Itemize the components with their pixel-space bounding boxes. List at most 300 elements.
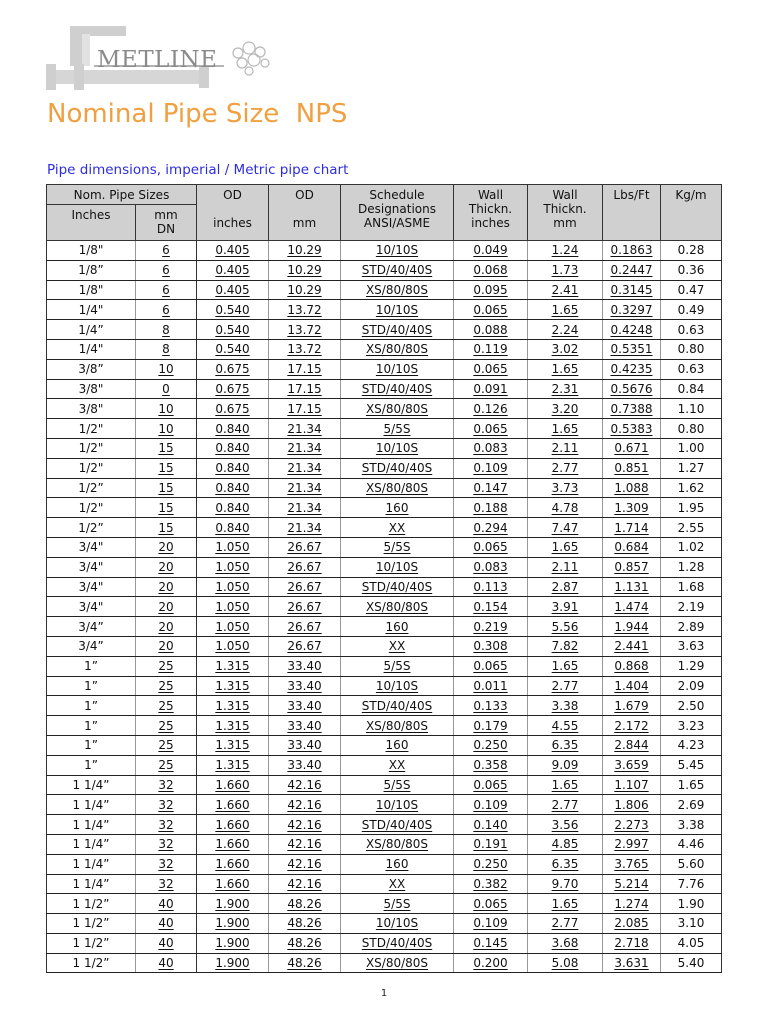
nps-inches-cell: 1/8” bbox=[47, 260, 136, 280]
nps-inches-cell: 1 1/4” bbox=[47, 874, 136, 894]
schedule-cell: 10/10S bbox=[341, 438, 454, 458]
schedule-cell: 10/10S bbox=[341, 359, 454, 379]
nps-inches-cell: 1 1/4” bbox=[47, 854, 136, 874]
table-row bbox=[47, 953, 722, 973]
od-mm-cell: 42.16 bbox=[269, 854, 341, 874]
od-mm-cell: 26.67 bbox=[269, 557, 341, 577]
kg-per-m-cell: 1.65 bbox=[661, 775, 722, 795]
kg-per-m-cell: 4.23 bbox=[661, 735, 722, 755]
dn-mm-cell: 8 bbox=[136, 320, 197, 340]
table-row bbox=[47, 557, 722, 577]
schedule-cell: 160 bbox=[341, 617, 454, 637]
od-mm-cell: 42.16 bbox=[269, 775, 341, 795]
od-mm-cell: 48.26 bbox=[269, 933, 341, 953]
kg-per-m-cell: 2.09 bbox=[661, 676, 722, 696]
nps-inches-cell: 1 1/4” bbox=[47, 815, 136, 835]
wall-mm-cell: 7.82 bbox=[528, 636, 603, 656]
wall-inches-cell: 0.200 bbox=[454, 953, 528, 973]
inches-header: Inches bbox=[47, 205, 136, 241]
nps-inches-cell: 1” bbox=[47, 676, 136, 696]
dn-mm-cell: 20 bbox=[136, 636, 197, 656]
wall-mm-cell: 7.47 bbox=[528, 518, 603, 538]
od-inches-cell: 1.050 bbox=[197, 577, 269, 597]
dn-mm-cell: 40 bbox=[136, 933, 197, 953]
table-row bbox=[47, 399, 722, 419]
od-inches-cell: 1.315 bbox=[197, 676, 269, 696]
wall-mm-cell: 3.91 bbox=[528, 597, 603, 617]
lbs-per-ft-cell: 1.944 bbox=[603, 617, 661, 637]
od-mm-cell: 33.40 bbox=[269, 755, 341, 775]
wall-mm-cell: 2.77 bbox=[528, 795, 603, 815]
kg-per-m-cell: 1.62 bbox=[661, 478, 722, 498]
kg-per-m-cell: 1.95 bbox=[661, 498, 722, 518]
nps-inches-cell: 1” bbox=[47, 735, 136, 755]
dn-mm-cell: 10 bbox=[136, 399, 197, 419]
table-row bbox=[47, 676, 722, 696]
lbs-per-ft-cell: 0.7388 bbox=[603, 399, 661, 419]
table-row bbox=[47, 656, 722, 676]
od-mm-cell: 42.16 bbox=[269, 795, 341, 815]
nps-inches-cell: 3/8" bbox=[47, 379, 136, 399]
od-inches-cell: 1.050 bbox=[197, 537, 269, 557]
od-mm-cell: 33.40 bbox=[269, 676, 341, 696]
wall-mm-cell: 6.35 bbox=[528, 735, 603, 755]
lbs-per-ft-cell: 0.4235 bbox=[603, 359, 661, 379]
wall-inches-cell: 0.049 bbox=[454, 241, 528, 261]
od-inches-cell: 1.900 bbox=[197, 933, 269, 953]
lbs-per-ft-cell: 2.441 bbox=[603, 636, 661, 656]
od-mm-cell: 42.16 bbox=[269, 834, 341, 854]
wall-mm-cell: 3.02 bbox=[528, 339, 603, 359]
dn-mm-cell: 40 bbox=[136, 914, 197, 934]
nps-inches-cell: 1 1/4” bbox=[47, 834, 136, 854]
wall-mm-cell: 2.11 bbox=[528, 438, 603, 458]
page-subtitle: Pipe dimensions, imperial / Metric pipe chart bbox=[47, 162, 349, 178]
dn-mm-cell: 40 bbox=[136, 894, 197, 914]
table-row bbox=[47, 438, 722, 458]
od-mm-cell: 13.72 bbox=[269, 320, 341, 340]
wall-mm-cell: 5.08 bbox=[528, 953, 603, 973]
table-row bbox=[47, 320, 722, 340]
wall-inches-cell: 0.065 bbox=[454, 419, 528, 439]
od-mm-cell: 33.40 bbox=[269, 735, 341, 755]
dn-mm-cell: 10 bbox=[136, 359, 197, 379]
nps-inches-cell: 3/4” bbox=[47, 636, 136, 656]
od-mm-cell: 17.15 bbox=[269, 379, 341, 399]
table-row bbox=[47, 854, 722, 874]
metline-logo bbox=[44, 26, 274, 92]
lbs-per-ft-cell: 1.107 bbox=[603, 775, 661, 795]
schedule-cell: XS/80/80S bbox=[341, 478, 454, 498]
wall-mm-cell: 3.68 bbox=[528, 933, 603, 953]
table-row bbox=[47, 300, 722, 320]
nps-inches-cell: 3/8" bbox=[47, 399, 136, 419]
kg-per-m-cell: 5.60 bbox=[661, 854, 722, 874]
schedule-cell: 10/10S bbox=[341, 241, 454, 261]
dn-mm-cell: 15 bbox=[136, 458, 197, 478]
lbs-ft-header: Lbs/Ft bbox=[603, 185, 661, 241]
lbs-per-ft-cell: 0.671 bbox=[603, 438, 661, 458]
wall-inches-cell: 0.188 bbox=[454, 498, 528, 518]
od-inches-cell: 0.675 bbox=[197, 379, 269, 399]
nps-inches-cell: 1” bbox=[47, 716, 136, 736]
lbs-per-ft-cell: 2.085 bbox=[603, 914, 661, 934]
table-row bbox=[47, 894, 722, 914]
lbs-per-ft-cell: 2.273 bbox=[603, 815, 661, 835]
wall-mm-cell: 4.55 bbox=[528, 716, 603, 736]
nps-inches-cell: 1” bbox=[47, 755, 136, 775]
od-mm-cell: 48.26 bbox=[269, 953, 341, 973]
wall-mm-cell: 1.65 bbox=[528, 894, 603, 914]
kg-per-m-cell: 5.45 bbox=[661, 755, 722, 775]
schedule-cell: 10/10S bbox=[341, 676, 454, 696]
wall-inches-cell: 0.119 bbox=[454, 339, 528, 359]
wall-mm-cell: 2.41 bbox=[528, 280, 603, 300]
od-inches-cell: 0.675 bbox=[197, 359, 269, 379]
lbs-per-ft-cell: 0.857 bbox=[603, 557, 661, 577]
od-inches-cell: 1.900 bbox=[197, 894, 269, 914]
wall-mm-cell: 1.65 bbox=[528, 537, 603, 557]
nps-inches-cell: 1/2" bbox=[47, 438, 136, 458]
table-row bbox=[47, 617, 722, 637]
od-mm-cell: 10.29 bbox=[269, 260, 341, 280]
od-mm-cell: 33.40 bbox=[269, 716, 341, 736]
schedule-cell: XS/80/80S bbox=[341, 280, 454, 300]
od-inches-cell: 0.840 bbox=[197, 458, 269, 478]
wall-inches-cell: 0.109 bbox=[454, 914, 528, 934]
nps-inches-cell: 1/2" bbox=[47, 419, 136, 439]
od-inches-cell: 1.660 bbox=[197, 874, 269, 894]
schedule-cell: 5/5S bbox=[341, 656, 454, 676]
schedule-cell: STD/40/40S bbox=[341, 458, 454, 478]
kg-m-header: Kg/m bbox=[661, 185, 722, 241]
dn-mm-cell: 40 bbox=[136, 953, 197, 973]
kg-per-m-cell: 1.90 bbox=[661, 894, 722, 914]
kg-per-m-cell: 0.63 bbox=[661, 359, 722, 379]
wall-inches-cell: 0.083 bbox=[454, 557, 528, 577]
table-row bbox=[47, 280, 722, 300]
wall-mm-cell: 2.11 bbox=[528, 557, 603, 577]
wall-mm-cell: 9.09 bbox=[528, 755, 603, 775]
kg-per-m-cell: 2.69 bbox=[661, 795, 722, 815]
schedule-cell: STD/40/40S bbox=[341, 696, 454, 716]
od-mm-cell: 48.26 bbox=[269, 914, 341, 934]
table-row bbox=[47, 498, 722, 518]
kg-per-m-cell: 0.36 bbox=[661, 260, 722, 280]
nps-inches-cell: 1/4" bbox=[47, 300, 136, 320]
schedule-cell: XX bbox=[341, 518, 454, 538]
od-mm-cell: 48.26 bbox=[269, 894, 341, 914]
od-mm-cell: 21.34 bbox=[269, 498, 341, 518]
wall-mm-cell: 1.24 bbox=[528, 241, 603, 261]
wall-inches-cell: 0.088 bbox=[454, 320, 528, 340]
schedule-cell: 160 bbox=[341, 854, 454, 874]
dn-mm-cell: 20 bbox=[136, 537, 197, 557]
kg-per-m-cell: 1.29 bbox=[661, 656, 722, 676]
nps-inches-cell: 3/4" bbox=[47, 557, 136, 577]
schedule-cell: 5/5S bbox=[341, 419, 454, 439]
od-inches-cell: 0.840 bbox=[197, 419, 269, 439]
od-mm-cell: 10.29 bbox=[269, 241, 341, 261]
nps-inches-cell: 1/2” bbox=[47, 518, 136, 538]
nps-inches-cell: 1/4” bbox=[47, 320, 136, 340]
table-row bbox=[47, 795, 722, 815]
schedule-cell: XX bbox=[341, 874, 454, 894]
lbs-per-ft-cell: 0.1863 bbox=[603, 241, 661, 261]
schedule-cell: XS/80/80S bbox=[341, 339, 454, 359]
schedule-cell: STD/40/40S bbox=[341, 577, 454, 597]
lbs-per-ft-cell: 1.474 bbox=[603, 597, 661, 617]
od-inches-cell: 1.660 bbox=[197, 795, 269, 815]
dn-mm-cell: 25 bbox=[136, 735, 197, 755]
od-inches-cell: 1.050 bbox=[197, 617, 269, 637]
lbs-per-ft-cell: 1.404 bbox=[603, 676, 661, 696]
dn-mm-cell: 20 bbox=[136, 557, 197, 577]
wall-mm-cell: 5.56 bbox=[528, 617, 603, 637]
wall-mm-header: Wall Thickn. mm bbox=[528, 185, 603, 241]
nps-inches-cell: 3/4" bbox=[47, 597, 136, 617]
dn-mm-cell: 10 bbox=[136, 419, 197, 439]
wall-inches-cell: 0.219 bbox=[454, 617, 528, 637]
od-inches-cell: 1.660 bbox=[197, 854, 269, 874]
wall-mm-cell: 2.77 bbox=[528, 676, 603, 696]
lbs-per-ft-cell: 3.631 bbox=[603, 953, 661, 973]
dn-mm-cell: 8 bbox=[136, 339, 197, 359]
table-row bbox=[47, 636, 722, 656]
wall-inches-cell: 0.011 bbox=[454, 676, 528, 696]
od-mm-cell: 17.15 bbox=[269, 399, 341, 419]
od-inches-cell: 1.900 bbox=[197, 953, 269, 973]
dn-mm-cell: 32 bbox=[136, 775, 197, 795]
dn-mm-cell: 25 bbox=[136, 656, 197, 676]
nom-pipe-sizes-header: Nom. Pipe Sizes bbox=[47, 185, 197, 205]
od-mm-cell: 26.67 bbox=[269, 597, 341, 617]
wall-inches-cell: 0.068 bbox=[454, 260, 528, 280]
od-inches-cell: 0.540 bbox=[197, 320, 269, 340]
nps-inches-cell: 1” bbox=[47, 696, 136, 716]
od-inches-cell: 0.840 bbox=[197, 438, 269, 458]
table-row bbox=[47, 379, 722, 399]
wall-mm-cell: 9.70 bbox=[528, 874, 603, 894]
lbs-per-ft-cell: 0.3297 bbox=[603, 300, 661, 320]
dn-mm-cell: 32 bbox=[136, 874, 197, 894]
od-mm-header: OD mm bbox=[269, 185, 341, 241]
table-row bbox=[47, 419, 722, 439]
wall-mm-cell: 1.65 bbox=[528, 419, 603, 439]
lbs-per-ft-cell: 1.309 bbox=[603, 498, 661, 518]
lbs-per-ft-cell: 1.088 bbox=[603, 478, 661, 498]
nps-inches-cell: 1/2” bbox=[47, 478, 136, 498]
wall-mm-cell: 6.35 bbox=[528, 854, 603, 874]
wall-inches-cell: 0.145 bbox=[454, 933, 528, 953]
wall-mm-cell: 3.20 bbox=[528, 399, 603, 419]
dn-mm-cell: 32 bbox=[136, 834, 197, 854]
table-row bbox=[47, 458, 722, 478]
od-inches-cell: 1.050 bbox=[197, 557, 269, 577]
schedule-cell: STD/40/40S bbox=[341, 320, 454, 340]
table-row bbox=[47, 914, 722, 934]
wall-inches-cell: 0.065 bbox=[454, 656, 528, 676]
lbs-per-ft-cell: 2.997 bbox=[603, 834, 661, 854]
schedule-cell: 10/10S bbox=[341, 914, 454, 934]
dn-mm-cell: 20 bbox=[136, 597, 197, 617]
nps-inches-cell: 1/8" bbox=[47, 280, 136, 300]
table-row bbox=[47, 537, 722, 557]
wall-mm-cell: 1.65 bbox=[528, 359, 603, 379]
nps-inches-cell: 1 1/2” bbox=[47, 894, 136, 914]
kg-per-m-cell: 3.63 bbox=[661, 636, 722, 656]
schedule-cell: STD/40/40S bbox=[341, 260, 454, 280]
od-mm-cell: 13.72 bbox=[269, 339, 341, 359]
kg-per-m-cell: 2.55 bbox=[661, 518, 722, 538]
kg-per-m-cell: 4.46 bbox=[661, 834, 722, 854]
od-inches-cell: 0.405 bbox=[197, 260, 269, 280]
kg-per-m-cell: 1.02 bbox=[661, 537, 722, 557]
page-title: Nominal Pipe Size NPS bbox=[47, 99, 348, 129]
wall-inches-header: Wall Thickn. inches bbox=[454, 185, 528, 241]
dn-mm-cell: 20 bbox=[136, 617, 197, 637]
dn-mm-cell: 25 bbox=[136, 676, 197, 696]
table-row bbox=[47, 933, 722, 953]
dn-mm-cell: 15 bbox=[136, 478, 197, 498]
dn-mm-cell: 32 bbox=[136, 854, 197, 874]
table-row bbox=[47, 478, 722, 498]
mm-dn-header: mm DN bbox=[136, 205, 197, 241]
schedule-cell: XS/80/80S bbox=[341, 834, 454, 854]
wall-inches-cell: 0.179 bbox=[454, 716, 528, 736]
table-row bbox=[47, 241, 722, 261]
od-inches-cell: 0.540 bbox=[197, 300, 269, 320]
lbs-per-ft-cell: 1.131 bbox=[603, 577, 661, 597]
wall-mm-cell: 4.85 bbox=[528, 834, 603, 854]
table-row bbox=[47, 518, 722, 538]
kg-per-m-cell: 1.68 bbox=[661, 577, 722, 597]
schedule-cell: 5/5S bbox=[341, 775, 454, 795]
dn-mm-cell: 6 bbox=[136, 300, 197, 320]
schedule-cell: XS/80/80S bbox=[341, 597, 454, 617]
pipe-dimensions-table bbox=[46, 184, 722, 973]
dn-mm-cell: 6 bbox=[136, 241, 197, 261]
dn-mm-cell: 32 bbox=[136, 795, 197, 815]
lbs-per-ft-cell: 0.5676 bbox=[603, 379, 661, 399]
schedule-cell: XX bbox=[341, 636, 454, 656]
dn-mm-cell: 0 bbox=[136, 379, 197, 399]
lbs-per-ft-cell: 0.5351 bbox=[603, 339, 661, 359]
wall-inches-cell: 0.382 bbox=[454, 874, 528, 894]
od-mm-cell: 26.67 bbox=[269, 537, 341, 557]
od-inches-cell: 0.540 bbox=[197, 339, 269, 359]
lbs-per-ft-cell: 1.714 bbox=[603, 518, 661, 538]
wall-inches-cell: 0.126 bbox=[454, 399, 528, 419]
schedule-cell: 5/5S bbox=[341, 537, 454, 557]
lbs-per-ft-cell: 0.684 bbox=[603, 537, 661, 557]
od-mm-cell: 42.16 bbox=[269, 815, 341, 835]
nps-inches-cell: 1/2" bbox=[47, 458, 136, 478]
nps-inches-cell: 1” bbox=[47, 656, 136, 676]
wall-inches-cell: 0.095 bbox=[454, 280, 528, 300]
nps-inches-cell: 3/8” bbox=[47, 359, 136, 379]
wall-inches-cell: 0.308 bbox=[454, 636, 528, 656]
kg-per-m-cell: 3.10 bbox=[661, 914, 722, 934]
od-inches-cell: 1.315 bbox=[197, 696, 269, 716]
kg-per-m-cell: 1.27 bbox=[661, 458, 722, 478]
lbs-per-ft-cell: 2.172 bbox=[603, 716, 661, 736]
table-row bbox=[47, 359, 722, 379]
od-inches-header: OD inches bbox=[197, 185, 269, 241]
kg-per-m-cell: 2.89 bbox=[661, 617, 722, 637]
od-mm-cell: 21.34 bbox=[269, 438, 341, 458]
wall-mm-cell: 1.73 bbox=[528, 260, 603, 280]
schedule-cell: 160 bbox=[341, 498, 454, 518]
od-inches-cell: 1.660 bbox=[197, 834, 269, 854]
lbs-per-ft-cell: 2.718 bbox=[603, 933, 661, 953]
lbs-per-ft-cell: 5.214 bbox=[603, 874, 661, 894]
wall-inches-cell: 0.294 bbox=[454, 518, 528, 538]
lbs-per-ft-cell: 1.806 bbox=[603, 795, 661, 815]
nps-inches-cell: 1 1/4” bbox=[47, 795, 136, 815]
wall-mm-cell: 1.65 bbox=[528, 656, 603, 676]
wall-mm-cell: 2.77 bbox=[528, 914, 603, 934]
logo-text: METLINE bbox=[97, 47, 218, 73]
wall-mm-cell: 1.65 bbox=[528, 300, 603, 320]
wall-inches-cell: 0.147 bbox=[454, 478, 528, 498]
wall-mm-cell: 2.24 bbox=[528, 320, 603, 340]
lbs-per-ft-cell: 0.851 bbox=[603, 458, 661, 478]
nps-inches-cell: 1 1/2” bbox=[47, 914, 136, 934]
kg-per-m-cell: 0.28 bbox=[661, 241, 722, 261]
od-mm-cell: 21.34 bbox=[269, 458, 341, 478]
schedule-cell: XS/80/80S bbox=[341, 953, 454, 973]
lbs-per-ft-cell: 3.765 bbox=[603, 854, 661, 874]
dn-mm-cell: 6 bbox=[136, 260, 197, 280]
od-inches-cell: 0.840 bbox=[197, 518, 269, 538]
wall-mm-cell: 2.77 bbox=[528, 458, 603, 478]
dn-mm-cell: 32 bbox=[136, 815, 197, 835]
nps-inches-cell: 1/4" bbox=[47, 339, 136, 359]
schedule-header: Schedule Designations ANSI/ASME bbox=[341, 185, 454, 241]
od-inches-cell: 0.405 bbox=[197, 280, 269, 300]
schedule-cell: 10/10S bbox=[341, 557, 454, 577]
schedule-cell: XS/80/80S bbox=[341, 716, 454, 736]
od-mm-cell: 33.40 bbox=[269, 696, 341, 716]
table-row bbox=[47, 815, 722, 835]
od-inches-cell: 1.050 bbox=[197, 636, 269, 656]
kg-per-m-cell: 1.28 bbox=[661, 557, 722, 577]
kg-per-m-cell: 7.76 bbox=[661, 874, 722, 894]
od-inches-cell: 1.050 bbox=[197, 597, 269, 617]
wall-inches-cell: 0.154 bbox=[454, 597, 528, 617]
dn-mm-cell: 25 bbox=[136, 696, 197, 716]
kg-per-m-cell: 5.40 bbox=[661, 953, 722, 973]
page-number: 1 bbox=[380, 988, 388, 999]
table-row bbox=[47, 874, 722, 894]
schedule-cell: XX bbox=[341, 755, 454, 775]
wall-inches-cell: 0.250 bbox=[454, 735, 528, 755]
nps-inches-cell: 1 1/2” bbox=[47, 933, 136, 953]
kg-per-m-cell: 4.05 bbox=[661, 933, 722, 953]
schedule-cell: STD/40/40S bbox=[341, 379, 454, 399]
lbs-per-ft-cell: 0.4248 bbox=[603, 320, 661, 340]
wall-mm-cell: 4.78 bbox=[528, 498, 603, 518]
schedule-cell: STD/40/40S bbox=[341, 933, 454, 953]
wall-inches-cell: 0.109 bbox=[454, 795, 528, 815]
od-mm-cell: 26.67 bbox=[269, 617, 341, 637]
wall-inches-cell: 0.109 bbox=[454, 458, 528, 478]
od-inches-cell: 1.315 bbox=[197, 656, 269, 676]
od-inches-cell: 1.660 bbox=[197, 815, 269, 835]
table-row bbox=[47, 597, 722, 617]
od-mm-cell: 13.72 bbox=[269, 300, 341, 320]
